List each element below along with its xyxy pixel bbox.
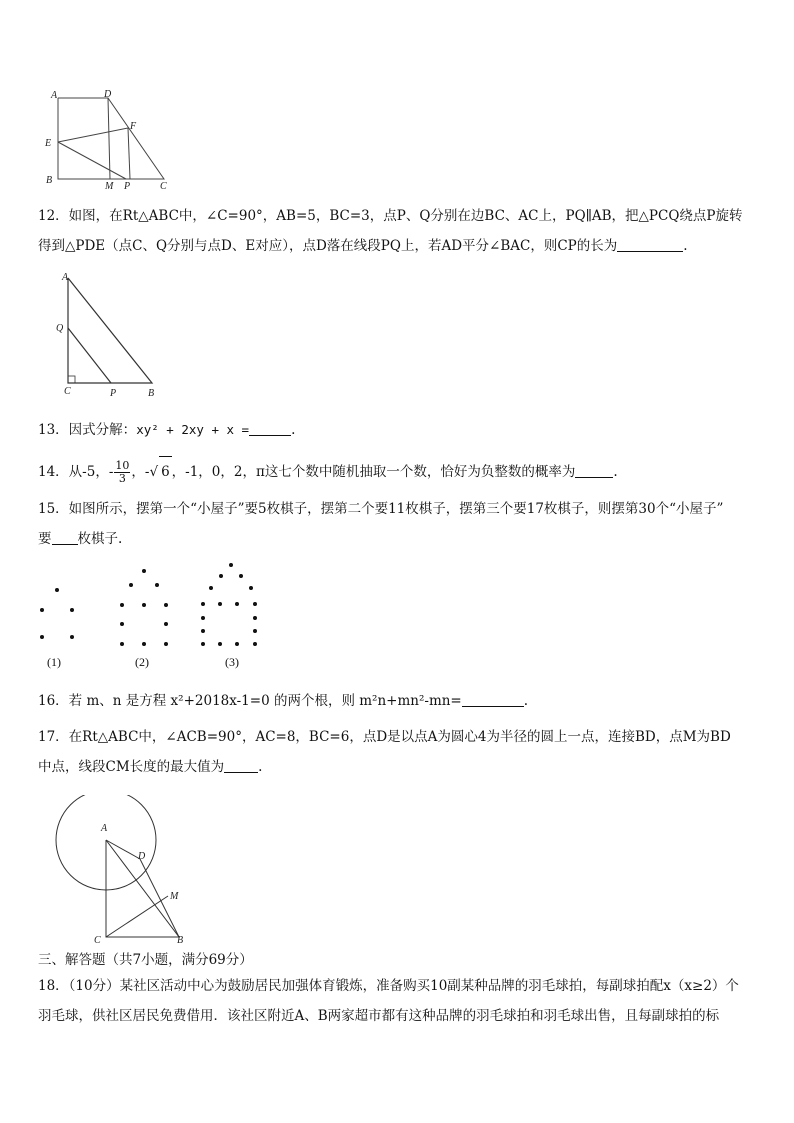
label-A: A — [51, 90, 58, 101]
q17-line2 — [38, 752, 760, 782]
label-C: C — [64, 386, 71, 397]
answer-blank — [617, 236, 683, 252]
q15-line2b: 枚棋子. — [77, 531, 123, 547]
q16-text: 16．若 m、n 是方程 x²+2018x-1=0 的两个根，则 m²n+mn²-mn= — [38, 693, 462, 709]
house-3-dots — [201, 563, 257, 646]
caption-3: (3) — [225, 655, 239, 669]
q15-line2a: 要 — [38, 531, 52, 547]
answer-blank — [462, 691, 524, 707]
section-header: 三、解答题（共7小题，满分69分） — [38, 952, 253, 968]
q15-line2 — [38, 524, 760, 554]
q13-expression: xy² + 2xy + x = — [136, 422, 250, 437]
q18-line2: 羽毛球，供社区居民免费借用．该社区附近A、B两家超市都有这种品牌的羽毛球拍和羽毛球出售，且每副球拍的标 — [38, 1008, 720, 1024]
question-15 — [38, 494, 760, 554]
triangle-diagram — [54, 270, 164, 400]
q12-line2 — [38, 231, 760, 261]
question-18 — [38, 971, 760, 1031]
house-1-dots — [40, 588, 74, 639]
label-M: M — [170, 891, 179, 902]
sqrt-content: 6 — [159, 456, 172, 487]
q14-mid2: ，-1，0，2，π这七个数中随机抽取一个数，恰好为负整数的概率为 — [171, 464, 576, 480]
answer-blank — [224, 757, 258, 773]
q16-line — [38, 686, 760, 716]
label-P: P — [110, 388, 117, 399]
question-16 — [38, 686, 760, 716]
question-17 — [38, 722, 760, 782]
q14-pre: 14．从-5，- — [38, 464, 114, 480]
q12-line1: 12．如图，在Rt△ABC中，∠C=90°，AB=5，BC=3，点P、Q分别在边BC、AC上，PQ∥AB，把△PCQ绕点P旋转 — [38, 208, 743, 224]
q14-line — [38, 456, 760, 487]
label-B: B — [177, 935, 184, 946]
caption-1: (1) — [47, 655, 61, 669]
label-E: E — [45, 138, 52, 149]
answer-blank — [52, 529, 78, 545]
caption-2: (2) — [135, 655, 149, 669]
question-14 — [38, 456, 760, 487]
q13-line — [38, 415, 760, 445]
label-C: C — [94, 935, 101, 946]
q17-line1: 17．在Rt△ABC中，∠ACB=90°，AC=8，BC=6，点D是以点A为圆心4为半径的圆上一点，连接BD，点M为BD — [38, 729, 731, 745]
trapezoid-diagram — [38, 85, 178, 193]
q13-text: 13．因式分解： — [38, 422, 137, 438]
fraction-denominator: 3 — [118, 472, 126, 485]
label-P: P — [124, 181, 131, 192]
answer-blank — [575, 462, 613, 478]
label-F: F — [130, 121, 137, 132]
q16-end: . — [523, 693, 529, 709]
label-A: A — [62, 272, 69, 283]
q12-line2-text: 得到△PDE（点C、Q分别与点D、E对应），点D落在线段PQ上，若AD平分∠BAC，则CP的长为 — [38, 238, 618, 254]
house-2-dots — [120, 569, 168, 646]
label-B: B — [148, 388, 155, 399]
circle-triangle-diagram — [50, 795, 190, 950]
dot-houses-diagram — [30, 560, 280, 650]
q12-end: . — [683, 238, 688, 254]
sqrt-symbol: √ — [149, 464, 159, 480]
q14-mid1: ，- — [131, 464, 150, 480]
figure-dot-houses — [30, 560, 280, 650]
figure-circle-triangle — [50, 795, 190, 950]
q17-line2-text: 中点，线段CM长度的最大值为 — [38, 759, 225, 775]
figure-trapezoid — [38, 85, 178, 193]
question-12 — [38, 201, 760, 261]
label-C: C — [160, 181, 167, 192]
q13-end: . — [291, 422, 296, 438]
q14-end: . — [613, 464, 618, 480]
fraction-numerator: 10 — [115, 459, 130, 472]
label-A: A — [101, 823, 108, 834]
fraction-ten-thirds — [114, 460, 130, 485]
figure-right-triangle — [54, 270, 164, 400]
label-B: B — [46, 175, 53, 186]
label-M: M — [105, 181, 114, 192]
label-D: D — [138, 851, 146, 862]
q15-line1: 15．如图所示，摆第一个“小屋子”要5枚棋子，摆第二个要11枚棋子，摆第三个要17枚棋子，则摆第30个“小屋子” — [38, 501, 724, 517]
q18-line1: 18．（10分）某社区活动中心为鼓励居民加强体育锻炼，准备购买10副某种品牌的羽毛球拍，每副球拍配x（x≥2）个 — [38, 978, 739, 994]
answer-blank — [249, 420, 291, 436]
question-13 — [38, 415, 760, 445]
q17-end: . — [258, 759, 263, 775]
label-D: D — [104, 89, 112, 100]
label-Q: Q — [56, 323, 64, 334]
